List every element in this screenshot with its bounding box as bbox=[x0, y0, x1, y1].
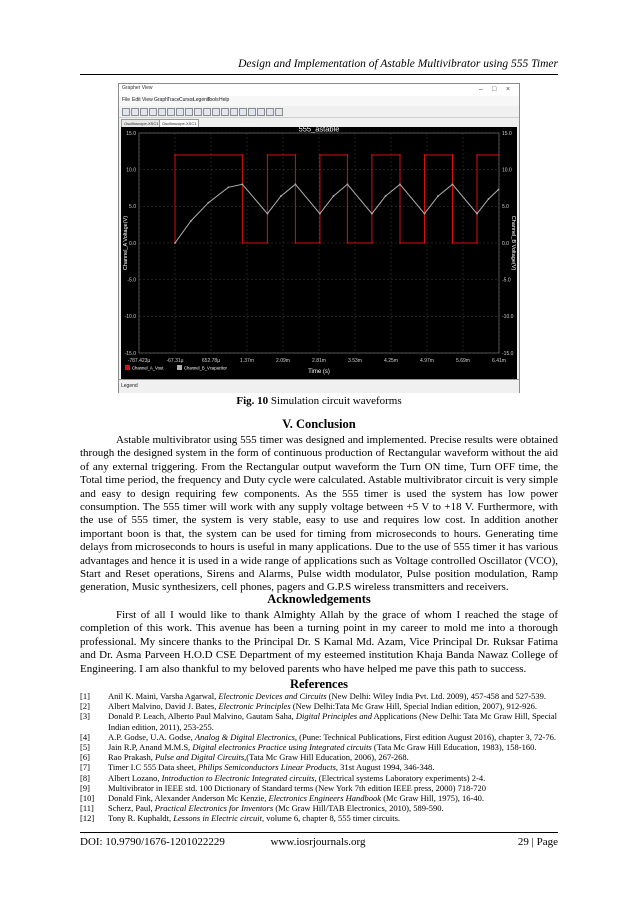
maximize-icon: □ bbox=[492, 86, 497, 93]
y-tick-label-left: -5.0 bbox=[127, 277, 136, 284]
y-tick-label-right: 5.0 bbox=[502, 204, 509, 211]
x-axis-label: Time (s) bbox=[308, 369, 330, 375]
series-point-1 bbox=[190, 220, 192, 222]
series-point-1 bbox=[347, 183, 349, 185]
y-axis-label-left: Channel_A Voltage(V) bbox=[123, 215, 129, 271]
reference-number: [4] bbox=[80, 731, 90, 742]
reference-number: [10] bbox=[80, 793, 95, 804]
reference-title: Philips Semiconductors Linear Products bbox=[198, 762, 336, 773]
minimize-icon: – bbox=[479, 86, 483, 93]
toolbar-button-icon bbox=[140, 108, 148, 116]
menu-tools: Tools bbox=[207, 97, 219, 103]
series-point-0 bbox=[295, 242, 297, 244]
reference-number: [11] bbox=[80, 803, 94, 814]
conclusion-paragraph: Astable multivibrator using 555 timer was designed and implemented. Precise results were obtained through the designed system in the form of continuous production of Rectangular waveform without the aid of any external triggering. From the Rectangular output waveform the Turn ON time, Turn OFF time, the Total time period, the frequency and Duty cycle were calculated. Astable multivibrator circuit is very simple and easy to design requiring few components. As the 555 timer is used the system has low power consumption. The 555 timer will work with any supply voltage between +5 V to +18 V. Furthermore, with the use of 555 timer, the system is very stable, easy to use and requires low cost. In addition another important boon is that, the system can be used for timing from microseconds to hours. Generating time delays from microseconds to hours is useful in many applications. Due to the use of 555 timer it has various advantages and hence it is used in a wide range of applications such as Voltage controlled Oscillator (VCO), Start and Reset operations, Sirens and Alarms, Pulse width modulator, Pulse position modulation, Ramp generation, Music synthesizers, cell phones, pagers and G.P.S wireless transmitters and receivers. bbox=[80, 434, 558, 594]
series-point-0 bbox=[371, 242, 373, 244]
x-tick-label: 5.69m bbox=[456, 358, 470, 364]
series-point-0 bbox=[424, 154, 426, 156]
series-point-0 bbox=[399, 242, 401, 244]
series-point-1 bbox=[498, 189, 500, 191]
menu-cursor: Cursor bbox=[179, 97, 195, 103]
reference-title: Electronic Devices and Circuits bbox=[218, 691, 327, 701]
y-tick-label-left: 10.0 bbox=[126, 167, 136, 174]
waveform-plot bbox=[121, 127, 517, 379]
series-point-1 bbox=[227, 186, 229, 188]
series-point-0 bbox=[241, 242, 243, 244]
series-point-0 bbox=[452, 154, 454, 156]
toolbar-button-icon bbox=[248, 108, 256, 116]
waveform-chart bbox=[121, 127, 517, 379]
y-tick-label-right: -10.0 bbox=[502, 314, 514, 321]
reference-text: Tony R. Kuphaldt, Lessons in Electric circuit, volume 6, chapter 8, 555 timer circuits. bbox=[108, 813, 401, 824]
y-tick-label-right: -15.0 bbox=[502, 350, 514, 357]
reference-title: Practical Electronics for Inventors bbox=[154, 803, 274, 814]
x-tick-label: 3.53m bbox=[348, 358, 362, 364]
series-point-0 bbox=[347, 154, 349, 156]
toolbar-button-icon bbox=[203, 108, 211, 116]
legend-bar bbox=[119, 379, 519, 393]
series-point-0 bbox=[371, 154, 373, 156]
reference-title: Pulse and Digital Circuits, bbox=[154, 752, 247, 763]
series-point-1 bbox=[280, 195, 282, 197]
series-point-1 bbox=[452, 183, 454, 185]
series-line-1 bbox=[175, 184, 499, 243]
series-point-1 bbox=[241, 183, 243, 185]
menu-help: Help bbox=[219, 97, 230, 103]
series-point-0 bbox=[452, 242, 454, 244]
series-point-0 bbox=[424, 242, 426, 244]
series-point-0 bbox=[476, 154, 478, 156]
y-axis-label-right: Channel_B Voltage(V) bbox=[510, 215, 516, 271]
legend-bar-label: Legend bbox=[121, 383, 138, 389]
window-titlebar bbox=[119, 84, 519, 96]
reference-number: [1] bbox=[80, 691, 90, 701]
series-point-1 bbox=[437, 195, 439, 197]
legend-entry: Channel_A_Vout bbox=[132, 365, 164, 371]
y-tick-label-left: -10.0 bbox=[124, 314, 136, 321]
reference-text: Rao Prakash, Pulse and Digital Circuits,(Tata Mc Graw Hill Education, 2006), 267-268. bbox=[108, 752, 409, 763]
series-point-1 bbox=[488, 198, 490, 200]
menu-legend: Legend bbox=[193, 97, 210, 103]
grapher-window-figure bbox=[118, 83, 520, 393]
series-point-0 bbox=[476, 242, 478, 244]
y-tick-label-left: -15.0 bbox=[124, 350, 136, 357]
reference-text: Scherz, Paul, Practical Electronics for Inventors (Mc Graw Hill/TAB Electronics, 2010), 589-590. bbox=[108, 803, 444, 814]
reference-item bbox=[80, 762, 558, 772]
legend-swatch bbox=[177, 365, 182, 370]
reference-text: Multivibrator in IEEE std. 100 Dictionary of Standard terms (New York 7th edition IEEE press, 2000) 718-720 bbox=[108, 782, 486, 793]
series-point-1 bbox=[174, 242, 176, 244]
reference-text: Anil K. Maini, Varsha Agarwal, Electronic Devices and Circuits (New Delhi: Wiley India Pvt. Ltd. 2009), 457-458 and 527-539. bbox=[108, 691, 547, 701]
menu-graph: Graph bbox=[154, 97, 168, 103]
reference-item bbox=[80, 711, 558, 731]
y-tick-label-right: 10.0 bbox=[502, 167, 512, 174]
series-point-1 bbox=[399, 183, 401, 185]
reference-text: A.P. Godse, U.A. Godse, Analog & Digital Electronics, (Pune: Technical Publications, First edition August 2016), chapter 3, 72-76. bbox=[108, 731, 556, 742]
toolbar-button-icon bbox=[185, 108, 193, 116]
toolbar-button-icon bbox=[257, 108, 265, 116]
reference-item bbox=[80, 813, 558, 823]
x-tick-label: 2.81m bbox=[312, 358, 326, 364]
series-point-1 bbox=[267, 213, 269, 215]
menu-file: File bbox=[122, 97, 131, 103]
series-point-1 bbox=[385, 195, 387, 197]
reference-item bbox=[80, 752, 558, 762]
reference-text: Donald Fink, Alexander Anderson Mc Kenzie, Electronics Engineers Handbook (Mc Graw Hill, 1975), 16-40. bbox=[108, 793, 484, 804]
reference-title: Analog & Digital Electronics, bbox=[194, 731, 298, 742]
series-point-0 bbox=[267, 154, 269, 156]
reference-number: [8] bbox=[80, 772, 90, 783]
reference-number: [12] bbox=[80, 813, 95, 824]
footer-doi: DOI: 10.9790/1676-1201022229 bbox=[80, 836, 225, 848]
toolbar-button-icon bbox=[149, 108, 157, 116]
reference-item bbox=[80, 701, 558, 711]
series-point-1 bbox=[207, 202, 209, 204]
series-point-1 bbox=[424, 213, 426, 215]
toolbar-button-icon bbox=[275, 108, 283, 116]
y-tick-label-right: 0.0 bbox=[502, 240, 509, 247]
acknowledgements-heading: Acknowledgements bbox=[267, 592, 371, 606]
figure-caption bbox=[80, 395, 558, 407]
y-tick-label-left: 15.0 bbox=[126, 130, 136, 137]
menu-view: View bbox=[142, 97, 153, 103]
menu-edit: Edit bbox=[132, 97, 141, 103]
y-tick-label-left: 0.0 bbox=[129, 240, 136, 247]
toolbar-button-icon bbox=[122, 108, 130, 116]
reference-number: [7] bbox=[80, 762, 90, 773]
series-point-0 bbox=[241, 154, 243, 156]
toolbar-button-icon bbox=[239, 108, 247, 116]
x-tick-label: 6.41m bbox=[492, 358, 506, 364]
y-tick-label-left: 5.0 bbox=[129, 204, 136, 211]
reference-title: Electronic Principles bbox=[218, 701, 291, 712]
series-point-1 bbox=[319, 213, 321, 215]
x-tick-label: 4.97m bbox=[420, 358, 434, 364]
toolbar-button-icon bbox=[212, 108, 220, 116]
tab-oscilloscope-1: Oscilloscope-XSC1 bbox=[121, 119, 161, 127]
reference-item bbox=[80, 691, 558, 701]
series-point-0 bbox=[319, 242, 321, 244]
toolbar-button-icon bbox=[230, 108, 238, 116]
x-tick-label: 4.25m bbox=[384, 358, 398, 364]
series-point-1 bbox=[371, 213, 373, 215]
reference-item bbox=[80, 793, 558, 803]
tab-oscilloscope-2: Oscilloscope-XSC1 bbox=[159, 119, 199, 127]
chart-title: 555_astable bbox=[298, 127, 340, 134]
scope-tabs bbox=[119, 118, 519, 127]
window-toolbar bbox=[119, 106, 519, 118]
x-tick-label: -787.423µ bbox=[127, 358, 151, 364]
footer-rule bbox=[80, 832, 558, 833]
series-point-0 bbox=[295, 154, 297, 156]
acknowledgements-paragraph: First of all I would like to thank Almighty Allah by the grace of whom I reached the stage of completion of this work. This avenue has been a turning point in my career to mold me into a thorough professional. My sincere thanks to the Principal Dr. S Kamal Md. Azam, Vice Principal Dr. Ruksar Fatima and Dr. Asma Parveen H.O.D CSE Department of my esteemed institution Khaja Banda Nawaz College of Engineering. I am also thankful to my beloved parents who have helped me pave this path to success. bbox=[80, 609, 558, 675]
series-point-0 bbox=[347, 242, 349, 244]
series-point-0 bbox=[399, 154, 401, 156]
reference-number: [9] bbox=[80, 782, 90, 793]
figure-caption-text: Simulation circuit waveforms bbox=[270, 395, 402, 407]
reference-number: [2] bbox=[80, 701, 90, 712]
toolbar-button-icon bbox=[131, 108, 139, 116]
reference-list bbox=[80, 691, 558, 824]
toolbar-button-icon bbox=[176, 108, 184, 116]
x-tick-label: 652.78µ bbox=[201, 358, 221, 364]
legend-swatch bbox=[125, 365, 130, 370]
references-heading: References bbox=[289, 677, 349, 691]
conclusion-heading: V. Conclusion bbox=[282, 417, 356, 431]
reference-number: [6] bbox=[80, 752, 90, 763]
figure-caption-label: Fig. 10 bbox=[236, 395, 269, 407]
reference-text: Albert Malvino, David J. Bates, Electronic Principles (New Delhi:Tata Mc Graw Hill, Special Indian edition, 2007), 912-926. bbox=[108, 701, 537, 712]
series-point-1 bbox=[476, 213, 478, 215]
legend-entry: Channel_B_Vcapacitor bbox=[184, 365, 227, 371]
x-tick-label: 2.09m bbox=[276, 358, 290, 364]
toolbar-button-icon bbox=[167, 108, 175, 116]
window-menubar bbox=[119, 96, 519, 106]
series-point-0 bbox=[267, 242, 269, 244]
reference-item bbox=[80, 742, 558, 752]
reference-title: Introduction to Electronic Integrated circuits bbox=[161, 772, 315, 783]
series-point-1 bbox=[333, 195, 335, 197]
footer-page-number: 29 | Page bbox=[517, 836, 558, 848]
toolbar-button-icon bbox=[221, 108, 229, 116]
reference-title: Digital electronics Practice using Integrated circuits bbox=[192, 742, 372, 753]
toolbar-button-icon bbox=[266, 108, 274, 116]
reference-title: Digital Principles and bbox=[295, 711, 372, 722]
menu-trace: Trace bbox=[167, 97, 180, 103]
y-tick-label-right: -5.0 bbox=[502, 277, 511, 284]
reference-number: [5] bbox=[80, 742, 90, 753]
reference-text: Jain R.P, Anand M.M.S, Digital electronics Practice using Integrated circuits (Tata Mc Graw Hill Education, 1983), 158-160. bbox=[108, 742, 537, 753]
series-point-0 bbox=[498, 154, 500, 156]
y-tick-label-right: 15.0 bbox=[502, 130, 512, 137]
reference-item bbox=[80, 732, 558, 742]
reference-number: [3] bbox=[80, 711, 90, 722]
reference-item bbox=[80, 803, 558, 813]
window-title: Grapher View bbox=[122, 85, 153, 91]
reference-title: Lessons in Electric circuit bbox=[173, 813, 262, 824]
series-point-1 bbox=[295, 183, 297, 185]
header-rule bbox=[80, 74, 558, 75]
series-point-0 bbox=[174, 154, 176, 156]
reference-text: Timer I.C 555 Data sheet, Philips Semiconductors Linear Products, 31st August 1994, 346-348. bbox=[108, 762, 435, 773]
series-point-0 bbox=[319, 154, 321, 156]
close-icon: × bbox=[506, 86, 511, 93]
toolbar-button-icon bbox=[158, 108, 166, 116]
series-line-0 bbox=[175, 155, 499, 243]
reference-text: Donald P. Leach, Alberto Paul Malvino, Gautam Saha, Digital Principles and Applications (New Delhi: Tata Mc Graw Hill, Special Indian edition, 2011), 253-255. bbox=[108, 711, 557, 732]
reference-title: Electronics Engineers Handbook bbox=[268, 793, 382, 804]
reference-item bbox=[80, 773, 558, 783]
x-tick-label: 1.37m bbox=[240, 358, 254, 364]
reference-item bbox=[80, 783, 558, 793]
reference-text: Albert Lozano, Introduction to Electronic Integrated circuits, (Electrical systems Laboratory experiments) 2-4. bbox=[108, 772, 486, 783]
footer-website: www.iosrjournals.org bbox=[270, 836, 366, 848]
x-tick-label: -67.31µ bbox=[166, 358, 184, 364]
toolbar-button-icon bbox=[194, 108, 202, 116]
running-header: Design and Implementation of Astable Multivibrator using 555 Timer bbox=[238, 58, 558, 70]
